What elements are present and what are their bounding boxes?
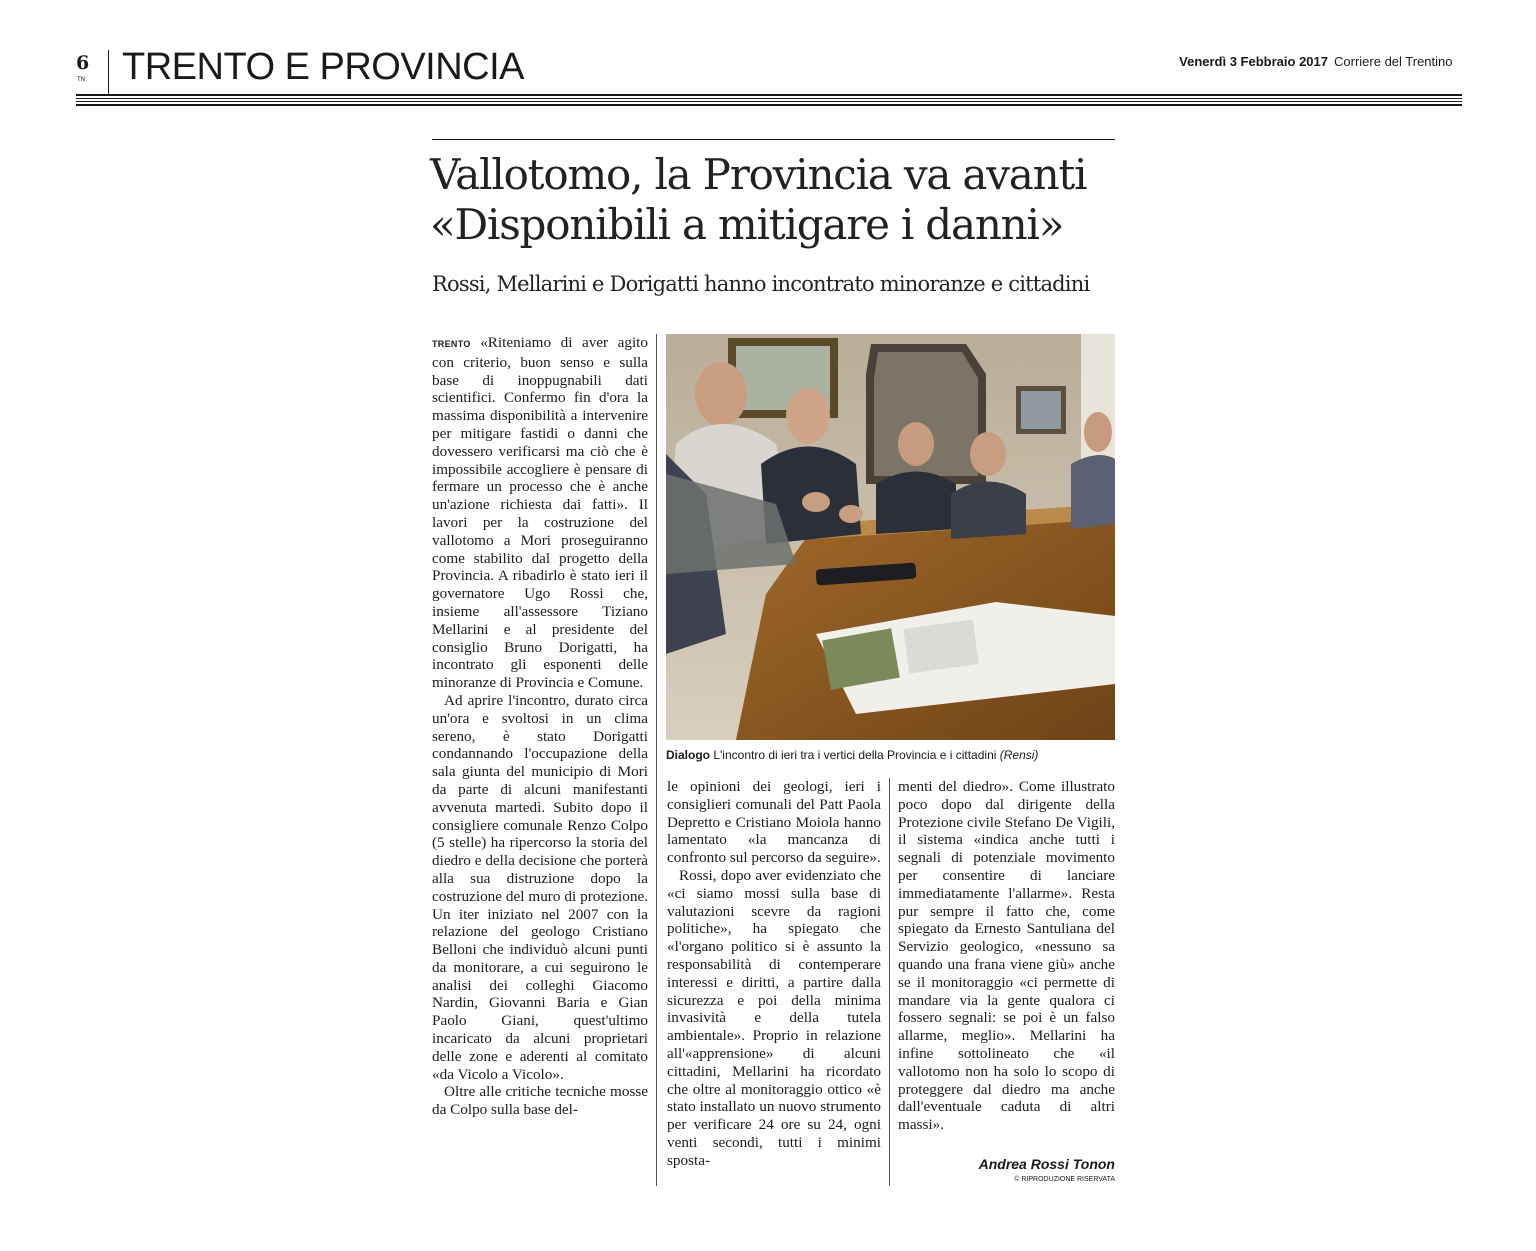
article-top-rule xyxy=(432,139,1115,140)
copyright-notice: © RIPRODUZIONE RISERVATA xyxy=(1014,1176,1115,1183)
caption-credit: (Rensi) xyxy=(999,748,1039,762)
headline xyxy=(430,150,1130,250)
subheadline: Rossi, Mellarini e Dorigatti hanno incontrato minoranze e cittadini xyxy=(432,272,1090,296)
headline-line-1: Vallotomo, la Provincia va avanti xyxy=(430,150,1087,199)
dateline: TRENTO xyxy=(432,339,471,349)
header-rules xyxy=(76,94,1462,108)
publication-name: Corriere del Trentino xyxy=(1334,54,1453,69)
edition-code: TN xyxy=(77,76,86,83)
column-rule xyxy=(889,778,890,1186)
header-divider xyxy=(108,50,109,96)
paragraph: menti del diedro». Come illustrato poco dopo dal dirigente della Protezione civile Stefano De Vigili, il sistema «indica anche tutti i segnali di potenziale movimento per consentire di lanciare immediatamente l'allarme». Resta pur sempre il fatto che, come spiegato da Ernesto Santuliana del Servizio geologico, «nessuno sa quando una frana viene giù» anche se il monitoraggio «ci permette di mandare via la gente qualora ci fossero segnali: se poi è un falso allarme, meglio». Mellarini ha infine sottolineato che «il vallotomo non ha solo lo scopo di proteggere dal diedro ma anche dall'eventuale caduta di altri massi». xyxy=(898,778,1115,1134)
publication-date: Venerdì 3 Febbraio 2017 xyxy=(1179,54,1328,69)
section-title: TRENTO E PROVINCIA xyxy=(122,46,525,88)
paragraph: Ad aprire l'incontro, durato circa un'ora e svoltosi in un clima sereno, è stato Dorigatti condannando l'occupazione della sala giunta del municipio di Mori da parte di alcuni manifestanti avvenuta martedì. Subito dopo il consigliere comunale Renzo Colpo (5 stelle) ha ripercorso la storia del diedro e della decisione che porterà alla sua distruzione dopo la costruzione del muro di protezione. Un iter iniziato nel 2007 con la relazione del geologo Cristiano Belloni che individuò alcuni punti da monitorare, a cui seguirono le analisi dei colleghi Giacomo Nardin, Giovanni Baria e Gian Paolo Giani, quest'ultimo incaricato da alcuni proprietari delle zone e aderenti al comitato «da Vicolo a Vicolo». xyxy=(432,691,648,1083)
meeting-photo xyxy=(666,334,1115,740)
paragraph-text: «Riteniamo di aver agito con criterio, buon senso e sulla base di inoppugnabili dati scientifici. Confermo fin d'ora la massima disponibilità a intervenire per mitigare fastidi o danni che dovessero verificarsi ma ciò che è impossibile accogliere è pensare di fermare un processo che è anche un'azione richiesta dai fatti». Il lavori per la costruzione del vallotomo a Mori proseguiranno come stabilito dal progetto della Provincia. A ribadirlo è stato ieri il governatore Ugo Rossi che, insieme all'assessore Tiziano Mellarini e al presidente del consiglio Bruno Dorigatti, ha incontrato gli esponenti delle minoranze di Provincia e Comune. xyxy=(432,334,648,692)
byline: Andrea Rossi Tonon xyxy=(978,1156,1115,1172)
page-number: 6 xyxy=(76,52,90,74)
column-rule xyxy=(656,334,657,1186)
article-column-2 xyxy=(667,778,881,1170)
paragraph: Oltre alle critiche tecniche mosse da Colpo sulla base del- xyxy=(432,1083,648,1119)
caption-text: L'incontro di ieri tra i vertici della Provincia e i cittadini xyxy=(710,748,1000,762)
article-column-3 xyxy=(898,778,1115,1134)
article-column-1 xyxy=(432,334,648,1119)
paragraph: le opinioni dei geologi, ieri i consiglieri comunali del Patt Paola Depretto e Cristiano Moiola hanno lamentato «la mancanza di confronto sul percorso da seguire». xyxy=(667,778,881,867)
paragraph xyxy=(432,334,648,692)
caption-label: Dialogo xyxy=(666,748,710,762)
headline-line-2: «Disponibili a mitigare i danni» xyxy=(430,200,1064,249)
photo-caption xyxy=(666,748,1115,762)
paragraph: Rossi, dopo aver evidenziato che «ci siamo mossi sulla base di valutazioni scevre da ragioni politiche», ha spiegato che «l'organo politico si è assunto la responsabilità di contemperare interessi e diritti, a partire dalla sicurezza e poi della minima invasività e della tutela ambientale». Proprio in relazione all'«apprensione» di alcuni cittadini, Mellarini ha ricordato che oltre al monitoraggio ottico «è stato installato un nuovo strumento per verificare 24 ore su 24, ogni venti secondi, tutti i minimi sposta- xyxy=(667,866,881,1169)
